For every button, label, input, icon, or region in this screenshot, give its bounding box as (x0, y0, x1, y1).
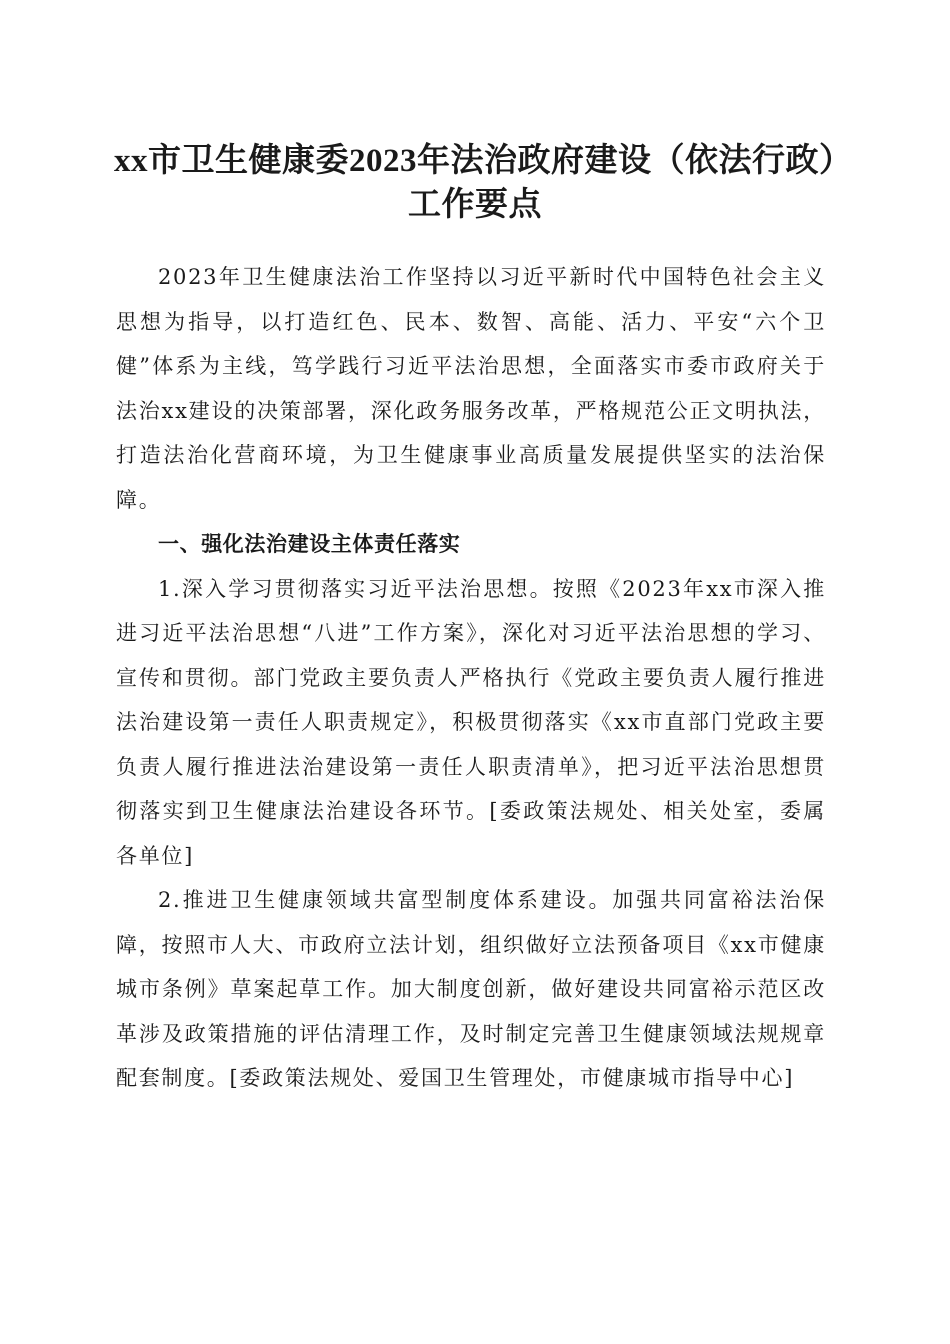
section-heading: 一、强化法治建设主体责任落实 (158, 532, 461, 556)
item-paragraph-2: 2.推进卫生健康领域共富型制度体系建设。加强共同富裕法治保障，按照市人大、市政府立法计划，组织做好立法预备项目《xx市健康城市条例》草案起草工作。加大制度创新，做好建设共同富裕示范区改革涉及政策措施的评估清理工作，及时制定完善卫生健康领域法规规章配套制度。[委政策法规处、爱国卫生管理处，市健康城市指导中心] (116, 888, 826, 1090)
item-paragraph-1: 1.深入学习贯彻落实习近平法治思想。按照《2023年xx市深入推进习近平法治思想“八进”工作方案》，深化对习近平法治思想的学习、宣传和贯彻。部门党政主要负责人严格执行《党政主要负责人履行推进法治建设第一责任人职责规定》，积极贯彻落实《xx市直部门党政主要负责人履行推进法治建设第一责任人职责清单》，把习近平法治思想贯彻落实到卫生健康法治建设各环节。[委政策法规处、相关处室，委属各单位] (116, 576, 826, 868)
document-title: xx市卫生健康委2023年法治政府建设（依法行政）工作要点 (114, 143, 836, 223)
intro-paragraph: 2023年卫生健康法治工作坚持以习近平新时代中国特色社会主义思想为指导，以打造红色、民本、数智、高能、活力、平安“六个卫健”体系为主线，笃学践行习近平法治思想，全面落实市委市政府关于法治xx建设的决策部署，深化政务服务改革，严格规范公正文明执法，打造法治化营商环境，为卫生健康事业高质量发展提供坚实的法治保障。 (116, 265, 826, 512)
document-body (116, 255, 826, 1101)
